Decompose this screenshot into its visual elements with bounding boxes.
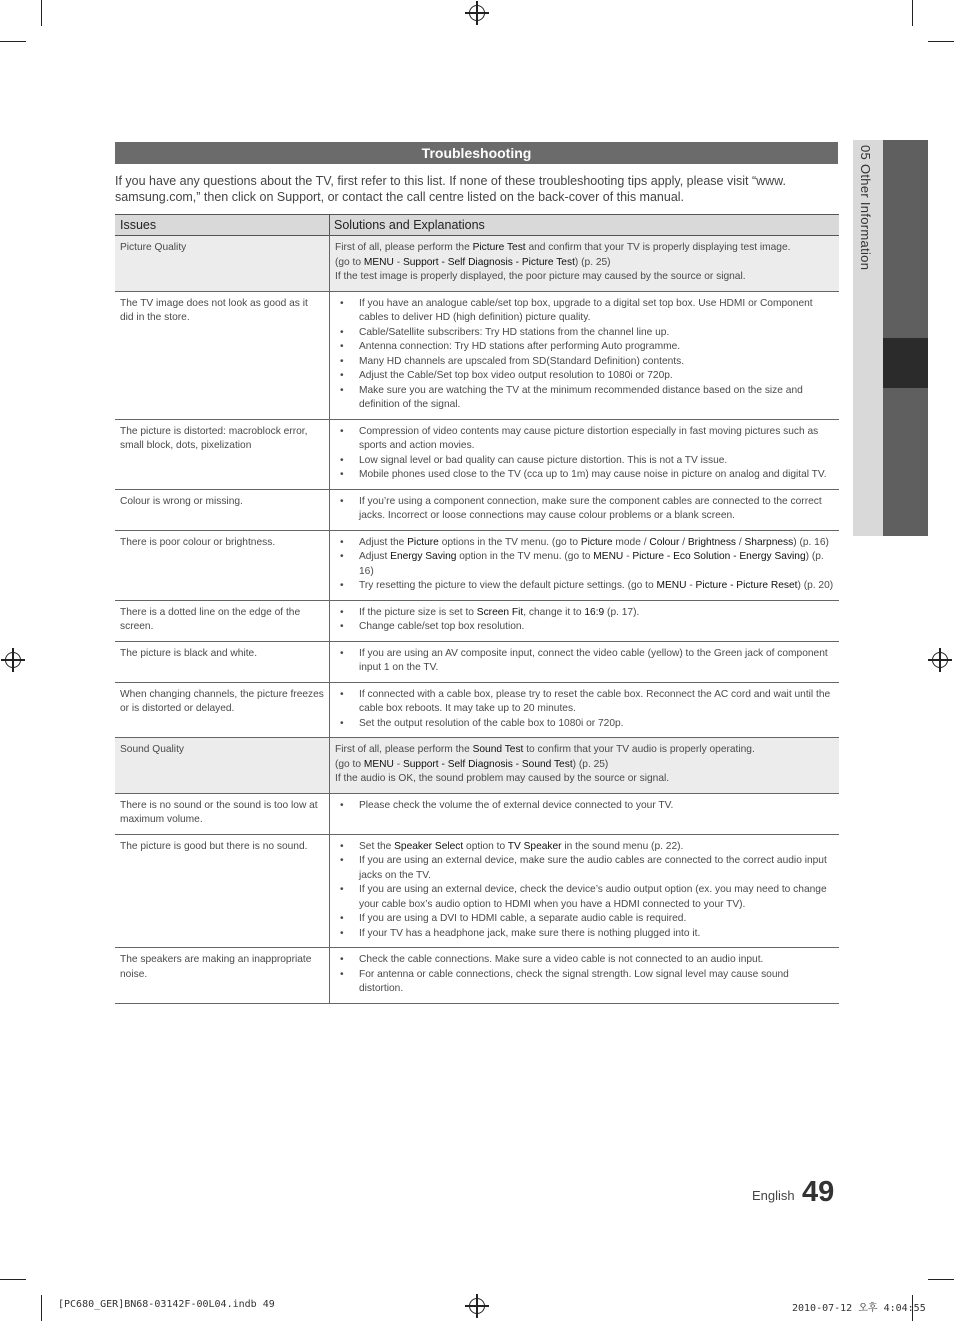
text-run: options in the TV menu. (go to [438,536,581,548]
text-run: Set the output resolution of the cable box to 1080i or 720p. [359,717,624,729]
text-run: Many HD channels are upscaled from SD(Standard Definition) contents. [359,355,685,367]
text-run: option in the TV menu. (go to [456,551,594,562]
solution-cell [330,682,840,738]
emphasized-term: Sound Test [472,744,524,755]
emphasized-term: MENU [593,551,624,562]
text-run: If you are using an AV composite input, connect the video cable (yellow) to the Green jack of component input 1 on the TV. [359,647,828,673]
text-run: Low signal level or bad quality can cause picture distortion. This is not a TV issue. [359,454,728,466]
registration-mark-icon [469,1298,485,1314]
page-language: English [752,1188,795,1203]
text-run: Mobile phones used close to the TV (cca up to 1m) may cause noise in picture on analog and digital TV. [359,469,827,480]
solution-cell [330,236,840,292]
column-header-solutions: Solutions and Explanations [330,215,840,236]
solution-cell [330,834,840,948]
text-run: , change it to [523,606,585,618]
text-run: If you are using a DVI to HDMI cable, a separate audio cable is required. [359,913,687,924]
text-run: ) (p. 25) [574,256,611,268]
list-item [335,953,834,968]
list-item [335,854,834,883]
text-run: ) (p. 20) [797,580,834,591]
crop-mark [928,1279,954,1280]
list-item [335,647,834,676]
text-run: If you’re using a component connection, make sure the component cables are connected to the correct jacks. Incorrect or loose connections may cause colour problems or a blank screen. [359,495,822,521]
issue-cell: Picture Quality [115,236,330,292]
issue-cell: When changing channels, the picture freezes or is distorted or delayed. [115,682,330,738]
emphasized-term: Energy Saving [390,551,457,562]
emphasized-term: TV Speaker [507,840,562,852]
solution-line [335,241,834,256]
list-item [335,688,834,717]
chapter-label: 05 Other Information [858,145,873,271]
table-header-row [115,215,839,236]
registration-mark-icon [469,5,485,21]
text-run: - [623,551,633,562]
text-run: Cable/Satellite subscribers: Try HD stations from the channel line up. [359,326,670,338]
solution-cell [330,793,840,834]
emphasized-term: Brightness [687,536,737,548]
page-number: 49 [802,1176,835,1208]
table-row [115,419,839,489]
text-run: Make sure you are watching the TV at the minimum recommended distance based on the size and definition of the signal. [359,384,803,410]
crop-mark [41,1295,42,1321]
list-item [335,536,834,551]
list-item [335,495,834,524]
list-item [335,468,834,483]
emphasized-term: Picture - Eco Solution - Energy Saving [632,551,806,562]
solution-cell [330,489,840,530]
emphasized-term: Screen Fit [476,606,524,618]
list-item [335,620,834,635]
emphasized-term: Picture [580,536,613,548]
emphasized-term: Picture [407,536,439,548]
text-run: / [679,536,688,548]
text-run: Check the cable connections. Make sure a video cable is not connected to an audio input. [359,954,764,965]
text-run: Adjust the [359,536,408,548]
solution-list [335,647,834,676]
table-row [115,834,839,948]
side-tab-indicator [883,338,928,388]
list-item [335,927,834,942]
intro-paragraph: If you have any questions about the TV, first refer to this list. If none of these troubleshooting tips apply, please visit “www. samsung.com,” then click on Support, or contact the call centre listed on the back-cover of this manual. [115,174,786,204]
list-item [335,326,834,341]
text-run: - [686,580,696,591]
solution-line [335,758,834,773]
emphasized-term: MENU [363,256,394,268]
solution-cell [330,291,840,419]
solution-cell [330,948,840,1004]
text-run: ) (p. 16) [359,551,824,577]
table-row [115,738,839,794]
issue-cell: The speakers are making an inappropriate noise. [115,948,330,1004]
solution-line [335,743,834,758]
solution-list [335,495,834,524]
issue-cell: The picture is good but there is no sound. [115,834,330,948]
text-run: / [736,536,745,548]
crop-mark [0,1279,26,1280]
list-item [335,355,834,370]
text-run: (go to [335,758,364,770]
solution-cell [330,530,840,600]
solution-list [335,953,834,997]
emphasized-term: Support - Self Diagnosis - Sound Test [402,758,573,770]
table-row [115,793,839,834]
text-run: Antenna connection: Try HD stations after performing Auto programme. [359,341,681,352]
text-run: ) (p. 25) [572,758,609,770]
column-header-issues: Issues [115,215,330,236]
solution-line [335,256,834,271]
table-row [115,682,839,738]
crop-mark [0,41,26,42]
text-run: option to [463,840,508,852]
issue-cell: The picture is distorted: macroblock error, small block, dots, pixelization [115,419,330,489]
solution-list [335,799,834,814]
issue-cell: There is a dotted line on the edge of the screen. [115,600,330,641]
emphasized-term: Sharpness [744,536,794,548]
troubleshooting-table [115,214,839,1004]
issue-cell: There is poor colour or brightness. [115,530,330,600]
issue-cell: The TV image does not look as good as it did in the store. [115,291,330,419]
text-run: Set the [359,840,395,852]
text-run: If your TV has a headphone jack, make sure there is nothing plugged into it. [359,927,701,939]
text-run: to confirm that your TV audio is properly operating. [523,744,755,755]
print-file-info: [PC680_GER]BN68-03142F-00L04.indb 49 [58,1299,275,1310]
text-run: Please check the volume the of external device connected to your TV. [359,799,674,811]
text-run: If the picture size is set to [359,606,477,618]
issue-cell: Colour is wrong or missing. [115,489,330,530]
list-item [335,799,834,814]
emphasized-term: Support - Self Diagnosis - Picture Test [402,256,575,268]
text-run: If you are using an external device, check the device’s audio output option (ex. you may need to change your cable box’s audio option to HDMI when you have a HDMI connected to your TV). [359,884,827,910]
text-run: and confirm that your TV is properly displaying test image. [525,242,791,253]
emphasized-term: Colour [649,536,680,548]
text-run: If you are using an external device, make sure the audio cables are connected to the correct audio input jacks on the TV. [359,855,827,881]
issue-cell: Sound Quality [115,738,330,794]
solution-list [335,536,834,594]
text-run: For antenna or cable connections, check the signal strength. Low signal level may cause sound distortion. [359,968,789,994]
list-item [335,454,834,469]
text-run: - [393,758,403,770]
table-row [115,236,839,292]
table-row [115,291,839,419]
text-run: mode / [612,536,650,548]
text-run: (p. 17). [604,606,640,618]
solution-list [335,840,834,942]
text-run: Compression of video contents may cause picture distortion especially in fast moving pictures such as sports and action movies. [359,425,819,451]
list-item [335,425,834,454]
list-item [335,297,834,326]
text-run: If the test image is properly displayed, the poor picture may caused by the source or signal. [335,271,746,282]
solution-list [335,606,834,635]
list-item [335,968,834,997]
list-item [335,912,834,927]
list-item [335,883,834,912]
table-row [115,948,839,1004]
table-row [115,600,839,641]
print-timestamp: 2010-07-12 오후 4:04:55 [792,1303,926,1314]
list-item [335,606,834,621]
text-run: Adjust [359,551,391,562]
solution-cell [330,419,840,489]
text-run: If the audio is OK, the sound problem may caused by the source or signal. [335,773,670,784]
list-item [335,840,834,855]
table-row [115,641,839,682]
emphasized-term: Picture Test [472,242,526,253]
text-run: Change cable/set top box resolution. [359,621,525,632]
text-run: Try resetting the picture to view the default picture settings. (go to [359,580,657,591]
table-body [115,236,839,1004]
solution-cell [330,600,840,641]
text-run: If you have an analogue cable/set top box, upgrade to a digital set top box. Use HDMI or Component cables to deliver HD (high definition) picture quality. [359,297,813,323]
text-run: First of all, please perform the [335,242,473,253]
solution-line [335,270,834,285]
registration-mark-icon [932,652,948,668]
solution-line [335,772,834,787]
solution-cell [330,641,840,682]
crop-mark [912,0,913,26]
registration-mark-icon [5,652,21,668]
emphasized-term: Speaker Select [394,840,464,852]
solution-cell [330,738,840,794]
text-run: ) (p. 16) [793,536,829,548]
issue-cell: The picture is black and white. [115,641,330,682]
list-item [335,384,834,413]
text-run: (go to [335,256,364,268]
text-run: First of all, please perform the [335,744,473,755]
page-title: Troubleshooting [115,142,838,164]
emphasized-term: MENU [363,758,394,770]
solution-list [335,425,834,483]
text-run: If connected with a cable box, please try to reset the cable box. Reconnect the AC cord and wait until the cable box reboots. It may take up to 20 minutes. [359,688,831,714]
emphasized-term: Picture - Picture Reset [695,580,798,591]
issue-cell: There is no sound or the sound is too low at maximum volume. [115,793,330,834]
list-item [335,369,834,384]
crop-mark [41,0,42,26]
text-run: in the sound menu (p. 22). [561,840,684,852]
solution-list [335,297,834,413]
emphasized-term: MENU [656,580,687,591]
crop-mark [928,41,954,42]
solution-list [335,688,834,732]
table-row [115,530,839,600]
emphasized-term: 16:9 [584,606,605,618]
text-run: Adjust the Cable/Set top box video output resolution to 1080i or 720p. [359,370,673,381]
text-run: - [393,256,403,268]
table-row [115,489,839,530]
list-item [335,717,834,732]
list-item [335,340,834,355]
list-item [335,579,834,594]
list-item [335,550,834,579]
